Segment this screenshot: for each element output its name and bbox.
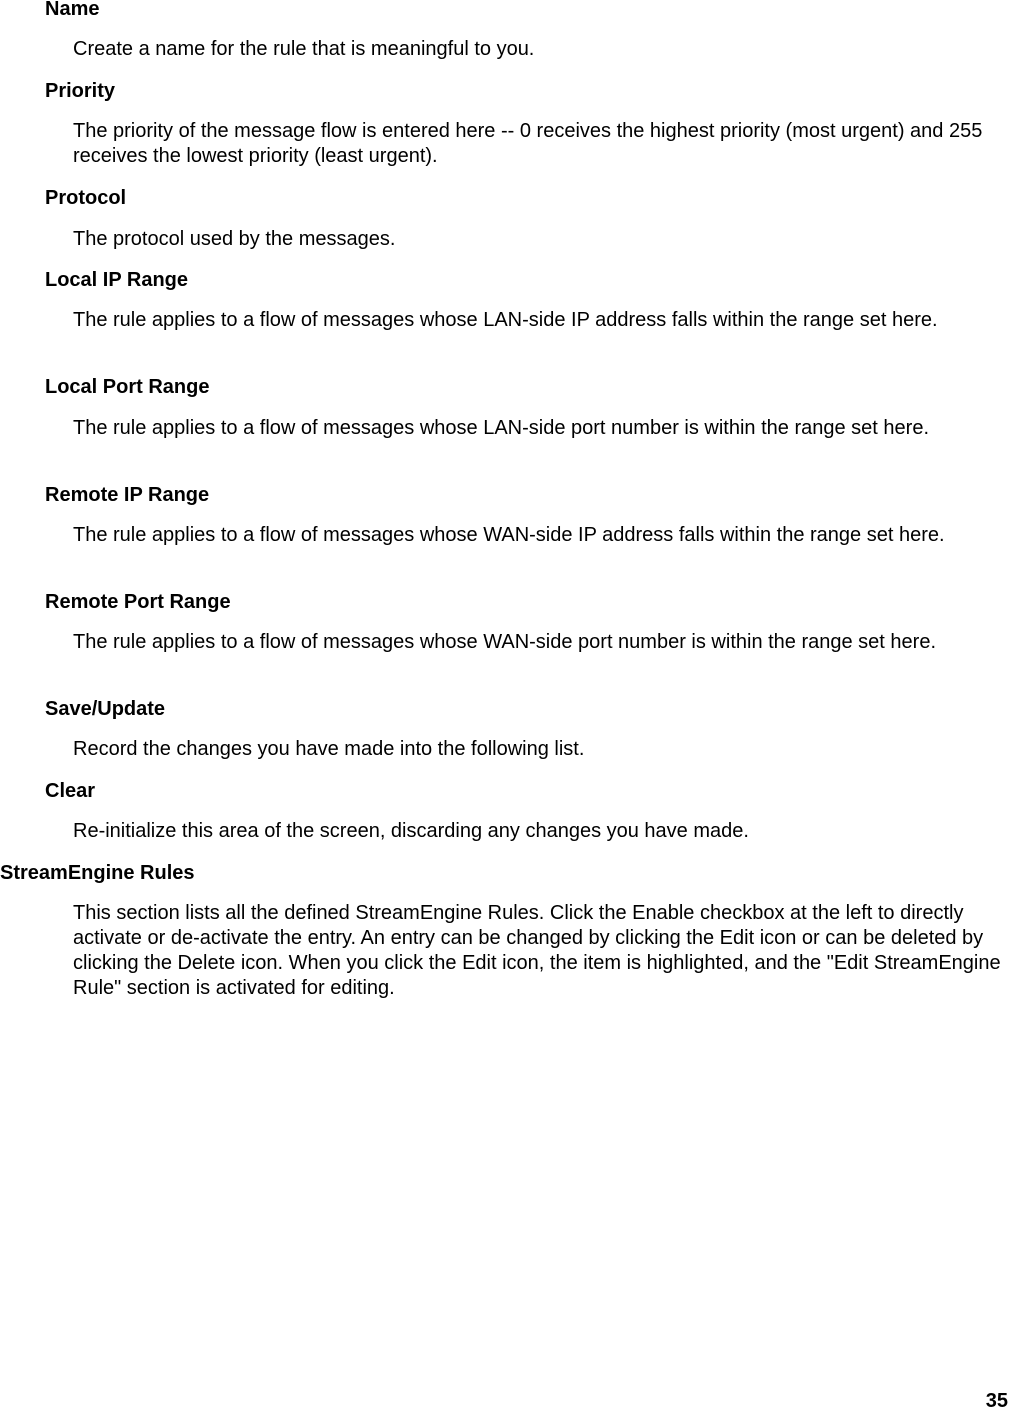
term-priority: Priority <box>45 80 116 102</box>
entry-local-ip-range <box>0 268 1010 331</box>
description-streamengine-rules: This section lists all the defined StreamEngine Rules. Click the Enable checkbox at the left to directly activate or de-activate the entry. An entry can be changed by clicking the Edit icon or can be deleted by clicking the Delete icon. When you click the Edit icon, the item is highlighted, and the "Edit StreamEngine Rule" section is activated for editing. <box>73 902 1001 999</box>
term-save-update: Save/Update <box>45 698 166 720</box>
entry-clear <box>0 779 1010 842</box>
description-local-port-range: The rule applies to a flow of messages whose LAN-side port number is within the range set here. <box>73 417 929 439</box>
entry-streamengine-rules <box>0 861 1010 999</box>
entry-protocol <box>0 186 1010 250</box>
term-local-port-range: Local Port Range <box>45 376 210 398</box>
description-protocol: The protocol used by the messages. <box>73 228 396 250</box>
page-number: 35 <box>985 1390 1008 1412</box>
term-remote-port-range: Remote Port Range <box>45 591 231 613</box>
description-name: Create a name for the rule that is meaningful to you. <box>73 38 535 60</box>
entry-priority <box>0 79 1010 167</box>
entry-local-port-range <box>0 375 1010 439</box>
description-remote-port-range: The rule applies to a flow of messages whose WAN-side port number is within the range set here. <box>73 631 937 653</box>
entry-remote-ip-range <box>0 483 1010 546</box>
description-priority: The priority of the message flow is entered here -- 0 receives the highest priority (most urgent) and 255 receives the lowest priority (least urgent). <box>73 120 983 167</box>
entry-name <box>0 0 1010 60</box>
term-clear: Clear <box>45 780 96 802</box>
term-remote-ip-range: Remote IP Range <box>45 484 210 506</box>
description-clear: Re-initialize this area of the screen, discarding any changes you have made. <box>73 820 749 842</box>
entry-save-update <box>0 697 1010 760</box>
term-local-ip-range: Local IP Range <box>45 269 189 291</box>
description-remote-ip-range: The rule applies to a flow of messages whose WAN-side IP address falls within the range set here. <box>73 524 945 546</box>
term-protocol: Protocol <box>45 187 127 209</box>
entry-remote-port-range <box>0 590 1010 653</box>
term-streamengine-rules: StreamEngine Rules <box>0 862 195 884</box>
term-name: Name <box>45 0 100 20</box>
description-local-ip-range: The rule applies to a flow of messages whose LAN-side IP address falls within the range set here. <box>73 309 938 331</box>
description-save-update: Record the changes you have made into the following list. <box>73 738 585 760</box>
